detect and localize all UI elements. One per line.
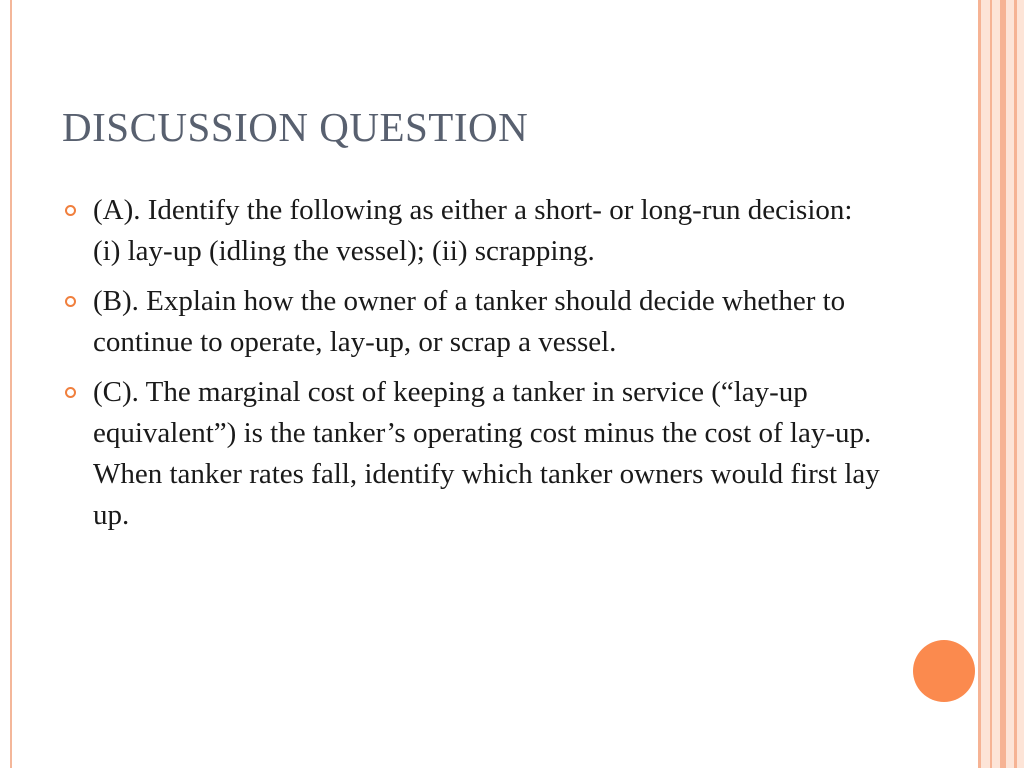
bullet-text: (C). The marginal cost of keeping a tanker in service (“lay-up equivalent”) is the tanker’s operating cost minus the cost of lay-up. When tanker rates fall, identify which tanker owners would first lay up. <box>93 376 880 531</box>
bullet-text: (B). Explain how the owner of a tanker should decide whether to continue to operate, lay-up, or scrap a vessel. <box>93 285 846 358</box>
decorative-circle <box>913 640 975 702</box>
stripe <box>990 0 992 768</box>
bullet-item <box>62 372 882 536</box>
circle-bullet-icon <box>65 205 76 216</box>
left-border-line <box>10 0 12 768</box>
stripe <box>1014 0 1017 768</box>
bullet-text: (A). Identify the following as either a short- or long-run decision: (i) lay-up (idling the vessel); (ii) scrapping. <box>93 194 853 267</box>
stripe <box>978 0 981 768</box>
bullet-list <box>62 190 882 545</box>
stripe <box>1000 0 1006 768</box>
bullet-item <box>62 190 882 272</box>
slide-title: DISCUSSION QUESTION <box>62 104 529 150</box>
right-decorative-stripes <box>978 0 1024 768</box>
circle-bullet-icon <box>65 387 76 398</box>
bullet-item <box>62 281 882 363</box>
circle-bullet-icon <box>65 296 76 307</box>
